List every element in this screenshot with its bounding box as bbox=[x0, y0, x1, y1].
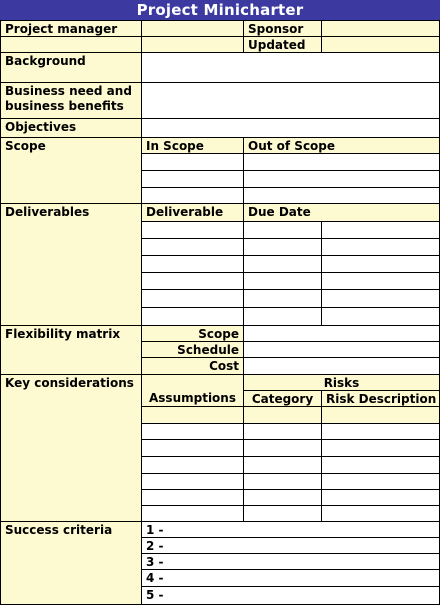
risk-category-cell[interactable] bbox=[243, 489, 322, 506]
assumption-cell[interactable] bbox=[141, 406, 244, 424]
deliverable-cell[interactable] bbox=[141, 307, 244, 326]
background-field[interactable] bbox=[141, 52, 440, 83]
risk-description-cell[interactable] bbox=[321, 473, 440, 490]
risks-header: Risks bbox=[243, 374, 440, 391]
risk-category-cell[interactable] bbox=[243, 473, 322, 490]
risk-description-cell[interactable] bbox=[321, 489, 440, 506]
flex-cost-label: Cost bbox=[141, 357, 244, 375]
sponsor-label: Sponsor bbox=[243, 20, 322, 37]
deliverables-label: Deliverables bbox=[0, 203, 142, 326]
background-label: Background bbox=[0, 52, 142, 83]
assumption-cell[interactable] bbox=[141, 439, 244, 457]
deliverable-extra-cell[interactable] bbox=[321, 255, 440, 273]
key-considerations-label: Key considerations bbox=[0, 374, 142, 522]
category-header: Category bbox=[243, 390, 322, 407]
deliverable-header: Deliverable bbox=[141, 203, 244, 222]
in-scope-cell[interactable] bbox=[141, 170, 244, 188]
success-criterion-item[interactable]: 5 - bbox=[141, 586, 440, 605]
flex-schedule-label: Schedule bbox=[141, 341, 244, 358]
risk-description-cell[interactable] bbox=[321, 423, 440, 440]
risk-description-header: Risk Description bbox=[321, 390, 440, 407]
flex-cost-field[interactable] bbox=[243, 357, 440, 375]
deliverable-extra-cell[interactable] bbox=[321, 238, 440, 256]
risk-description-cell[interactable] bbox=[321, 439, 440, 457]
flex-scope-label: Scope bbox=[141, 325, 244, 342]
in-scope-cell[interactable] bbox=[141, 153, 244, 171]
success-criterion-item[interactable]: 4 - bbox=[141, 569, 440, 587]
objectives-label: Objectives bbox=[0, 118, 142, 138]
in-scope-header: In Scope bbox=[141, 137, 244, 154]
flex-schedule-field[interactable] bbox=[243, 341, 440, 358]
risk-category-cell[interactable] bbox=[243, 439, 322, 457]
due-date-cell[interactable] bbox=[243, 272, 322, 290]
assumption-cell[interactable] bbox=[141, 473, 244, 490]
updated-label: Updated bbox=[243, 36, 322, 53]
due-date-cell[interactable] bbox=[243, 255, 322, 273]
due-date-cell[interactable] bbox=[243, 289, 322, 308]
due-date-cell[interactable] bbox=[243, 307, 322, 326]
risk-category-cell[interactable] bbox=[243, 406, 322, 424]
success-criterion-item[interactable]: 1 - bbox=[141, 521, 440, 538]
flex-scope-field[interactable] bbox=[243, 325, 440, 342]
risk-description-cell[interactable] bbox=[321, 505, 440, 522]
flexibility-matrix-label: Flexibility matrix bbox=[0, 325, 142, 375]
due-date-cell[interactable] bbox=[243, 221, 322, 239]
risk-category-cell[interactable] bbox=[243, 456, 322, 474]
scope-label: Scope bbox=[0, 137, 142, 204]
success-criteria-label: Success criteria bbox=[0, 521, 142, 605]
project-manager-label: Project manager bbox=[0, 20, 142, 37]
business-need-field[interactable] bbox=[141, 82, 440, 119]
deliverable-extra-cell[interactable] bbox=[321, 289, 440, 308]
assumption-cell[interactable] bbox=[141, 456, 244, 474]
project-manager-field[interactable] bbox=[141, 20, 244, 37]
risk-description-cell[interactable] bbox=[321, 406, 440, 424]
due-date-cell[interactable] bbox=[243, 238, 322, 256]
page-title: Project Minicharter bbox=[0, 0, 440, 20]
deliverable-cell[interactable] bbox=[141, 289, 244, 308]
assumption-cell[interactable] bbox=[141, 423, 244, 440]
risk-category-cell[interactable] bbox=[243, 423, 322, 440]
objectives-field[interactable] bbox=[141, 118, 440, 138]
assumption-cell[interactable] bbox=[141, 505, 244, 522]
out-of-scope-cell[interactable] bbox=[243, 170, 440, 188]
header-blank-cell bbox=[0, 36, 142, 53]
header-blank-field[interactable] bbox=[141, 36, 244, 53]
business-need-label: Business need and business benefits bbox=[0, 82, 142, 119]
deliverable-extra-cell[interactable] bbox=[321, 307, 440, 326]
success-criterion-item[interactable]: 3 - bbox=[141, 553, 440, 570]
out-of-scope-cell[interactable] bbox=[243, 153, 440, 171]
deliverable-extra-cell[interactable] bbox=[321, 221, 440, 239]
deliverable-extra-cell[interactable] bbox=[321, 272, 440, 290]
risk-description-cell[interactable] bbox=[321, 456, 440, 474]
deliverable-cell[interactable] bbox=[141, 238, 244, 256]
assumptions-header: Assumptions bbox=[141, 374, 244, 407]
deliverable-cell[interactable] bbox=[141, 221, 244, 239]
in-scope-cell[interactable] bbox=[141, 187, 244, 204]
updated-field[interactable] bbox=[321, 36, 440, 53]
deliverable-cell[interactable] bbox=[141, 255, 244, 273]
sponsor-field[interactable] bbox=[321, 20, 440, 37]
assumption-cell[interactable] bbox=[141, 489, 244, 506]
deliverable-cell[interactable] bbox=[141, 272, 244, 290]
success-criterion-item[interactable]: 2 - bbox=[141, 537, 440, 554]
due-date-header: Due Date bbox=[243, 203, 440, 222]
out-of-scope-cell[interactable] bbox=[243, 187, 440, 204]
out-of-scope-header: Out of Scope bbox=[243, 137, 440, 154]
risk-category-cell[interactable] bbox=[243, 505, 322, 522]
